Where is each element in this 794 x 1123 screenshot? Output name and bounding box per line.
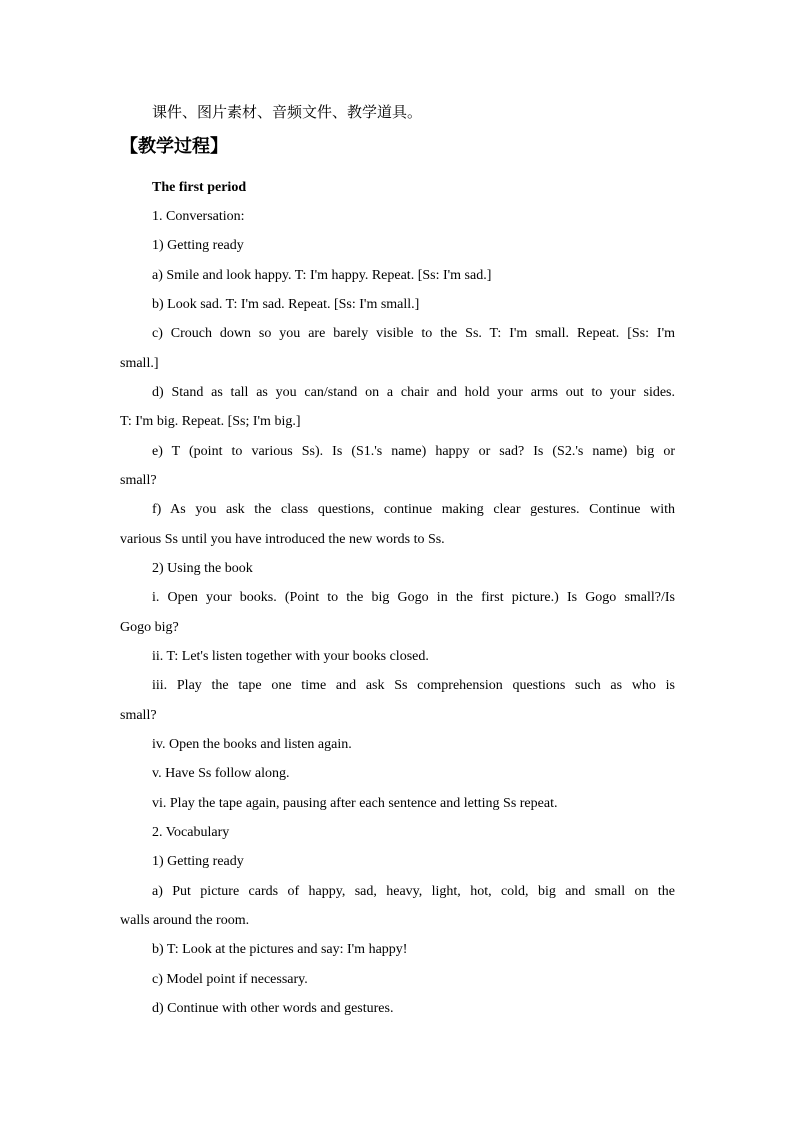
text-line: walls around the room. — [120, 913, 250, 928]
materials-line: 课件、图片素材、音频文件、教学道具。 — [152, 105, 423, 121]
text-line: small? — [120, 708, 157, 723]
text-line: small? — [120, 473, 157, 488]
text-line: vi. Play the tape again, pausing after each sentence and letting Ss repeat. — [152, 796, 558, 811]
text-line: 1) Getting ready — [152, 238, 244, 253]
text-line: b) Look sad. T: I'm sad. Repeat. [Ss: I'm small.] — [152, 297, 420, 312]
text-line: 2) Using the book — [152, 561, 253, 576]
text-line: c) Crouch down so you are barely visible to the Ss. T: I'm small. Repeat. [Ss: I'm — [152, 326, 675, 341]
text-line: c) Model point if necessary. — [152, 972, 308, 987]
text-line: f) As you ask the class questions, continue making clear gestures. Continue with — [152, 502, 675, 517]
text-line: v. Have Ss follow along. — [152, 766, 290, 781]
text-line: b) T: Look at the pictures and say: I'm happy! — [152, 942, 408, 957]
text-line: various Ss until you have introduced the new words to Ss. — [120, 532, 445, 547]
text-line: 1. Conversation: — [152, 209, 245, 224]
text-line: d) Continue with other words and gestures. — [152, 1001, 394, 1016]
section-heading: 【教学过程】 — [120, 136, 228, 157]
text-line: iv. Open the books and listen again. — [152, 737, 352, 752]
text-line: d) Stand as tall as you can/stand on a chair and hold your arms out to your sides. — [152, 385, 675, 400]
text-line: 2. Vocabulary — [152, 825, 230, 840]
text-line: a) Put picture cards of happy, sad, heavy, light, hot, cold, big and small on the — [152, 884, 675, 899]
text-line: i. Open your books. (Point to the big Gogo in the first picture.) Is Gogo small?/Is — [152, 590, 675, 605]
period-title: The first period — [152, 180, 247, 195]
text-line: T: I'm big. Repeat. [Ss; I'm big.] — [120, 414, 301, 429]
text-line: Gogo big? — [120, 620, 179, 635]
text-line: a) Smile and look happy. T: I'm happy. Repeat. [Ss: I'm sad.] — [152, 268, 492, 283]
text-line: small.] — [120, 356, 159, 371]
text-line: ii. T: Let's listen together with your books closed. — [152, 649, 429, 664]
text-line: e) T (point to various Ss). Is (S1.'s name) happy or sad? Is (S2.'s name) big or — [152, 444, 675, 459]
text-line: iii. Play the tape one time and ask Ss comprehension questions such as who is — [152, 678, 675, 693]
text-line: 1) Getting ready — [152, 854, 244, 869]
